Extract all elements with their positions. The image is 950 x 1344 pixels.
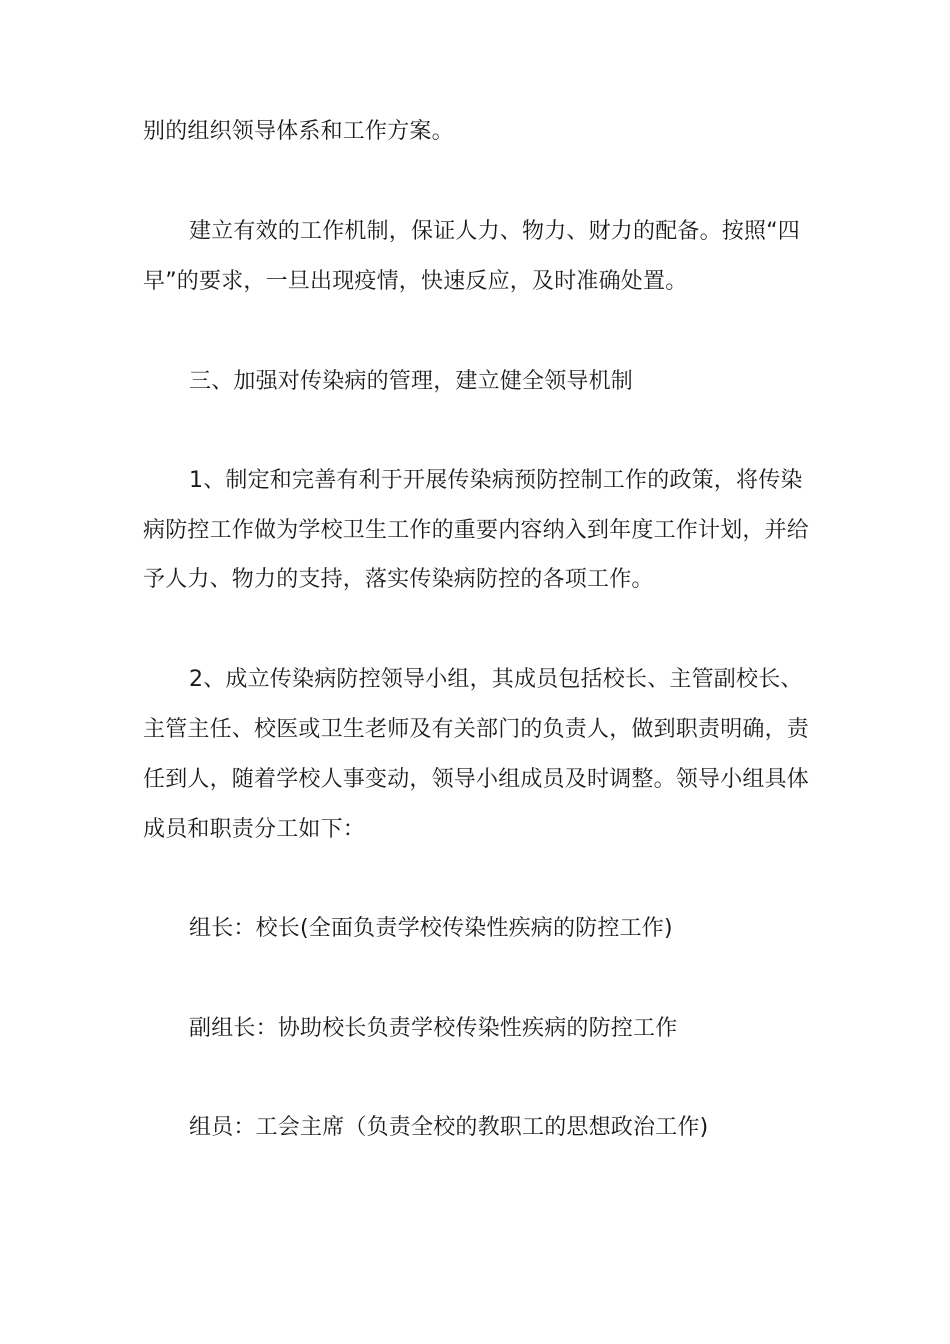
paragraph-line: 任到人，随着学校人事变动，领导小组成员及时调整。领导小组具体 <box>143 767 810 792</box>
paragraph-line: 成员和职责分工如下： <box>143 817 366 842</box>
paragraph-line: 组长：校长(全面负责学校传染性疾病的防控工作) <box>189 916 673 941</box>
paragraph-line: 副组长：协助校长负责学校传染性疾病的防控工作 <box>189 1016 678 1041</box>
paragraph-line: 别的组织领导体系和工作方案。 <box>143 119 454 144</box>
paragraph-line: 2、成立传染病防控领导小组，其成员包括校长、主管副校长、 <box>189 667 803 692</box>
paragraph-line: 早”的要求，一旦出现疫情，快速反应，及时准确处置。 <box>143 269 688 294</box>
paragraph-line: 建立有效的工作机制，保证人力、物力、财力的配备。按照“四 <box>189 219 800 244</box>
paragraph-line: 主管主任、校医或卫生老师及有关部门的负责人，做到职责明确，责 <box>143 717 810 742</box>
paragraph-line: 1、制定和完善有利于开展传染病预防控制工作的政策，将传染 <box>189 468 803 493</box>
paragraph-line: 予人力、物力的支持，落实传染病防控的各项工作。 <box>143 567 654 592</box>
paragraph-line: 病防控工作做为学校卫生工作的重要内容纳入到年度工作计划，并给 <box>143 518 810 543</box>
section-heading: 三、加强对传染病的管理，建立健全领导机制 <box>189 369 634 394</box>
paragraph-line: 组员：工会主席（负责全校的教职工的思想政治工作) <box>189 1115 709 1140</box>
